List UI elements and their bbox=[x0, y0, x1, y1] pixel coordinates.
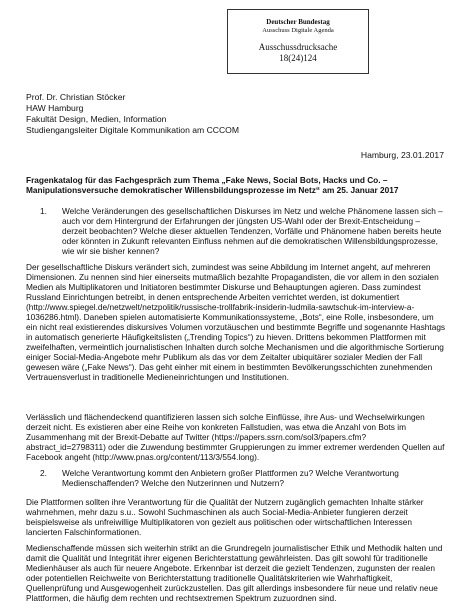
answer-paragraph-4: Medienschaffende müssen sich weiterhin strikt an die Grundregeln journalistischer Ethik und Methodik halten und damit die Qualität und Integrität ihrer eigenen Berichterstattung gewährleisten. Das gilt sowohl für traditionelle Medienhäuser als auch für neuere Angebote. Erkennbar ist derzeit die gezielt Tendenzen, zugunsten der realen oder potentiellen Reichweite von Berichterstattung traditionelle Qualitätskriterien wie Wahrhaftigkeit, Quellenprüfung und Ausgewogenheit zurückzustellen. Das gilt allerdings insbesondere für neue und relativ neue Plattformen, die häufig dem rechten und rechtsextremen Spektrum zuzuordnen sind. bbox=[26, 543, 443, 603]
stamp-line-1: Deutscher Bundestag bbox=[266, 18, 330, 26]
document-date: Hamburg, 23.01.2017 bbox=[360, 150, 444, 160]
document-title: Fragenkatalog für das Fachgespräch zum Thema „Fake News, Social Bots, Hacks und Co. – Manipulationsversuche demokratischer Willensbildungsprozesse im Netz“ am 25. Januar 2017 bbox=[26, 175, 399, 195]
sender-address bbox=[26, 92, 239, 136]
answer-paragraph-1: Der gesellschaftliche Diskurs verändert sich, zumindest was seine Abbildung im Internet angeht, auf mehreren Dimensionen. Zu nennen sind hier einerseits mutmaßlich bezahlte Propagandisten, die vor allem in den sozialen Medien als Multiplikatoren und Initiatoren bestimmter Diskurse und Behauptungen agieren. Dass zumindest Russland Einrichtungen betreibt, in denen entsprechende Arbeiten verrichtet werden, ist dokumentiert (http://www.spiegel.de/netzwelt/netzpolitik/russische-trollfabrik-insiderin-ludmila-sawtschuk-im-interview-a-1036286.html). Daneben spielen automatisierte Kommunikationssysteme, „Bots“, eine Rolle, insbesondere, um ein nicht real existierendes diskursives Volumen vorzutäuschen und bestimmte Begriffe und sogenannte Hashtags in automatisch generierte Häufigkeitslisten („Trending Topics“) zu hieven. Drittens bekommen Plattformen mit zweifelhaften, vermeintlich journalistischen Inhalten durch solche Mechanismen und die algorithmische Sortierung einiger Social-Media-Angebote mehr Publikum als das vor dem Zeitalter ubiquitärer sozialer Medien der Fall gewesen wäre („Fake News“). Das geht einher mit einem in bestimmten Bevölkerungsschichten zunehmenden Vertrauensverlust in traditionelle Medieneinrichtungen und Institutionen. bbox=[26, 262, 446, 382]
question-text: Welche Veränderungen des gesellschaftlichen Diskurses im Netz und welche Phänomene lassen sich – auch vor dem Hintergrund der Erfahrungen der jüngsten US-Wahl oder der Brexit-Entscheidung – derzeit beobachten? Welche dieser aktuellen Tendenzen, Vorfälle und Phänomene haben bereits heute oder könnten in Zukunft relevanten Einfluss nehmen auf die demokratischen Willensbildungsprozesse, wie wir sie bisher kennen? bbox=[62, 206, 443, 256]
question-1 bbox=[26, 206, 446, 256]
sender-faculty: Fakultät Design, Medien, Information bbox=[26, 114, 167, 124]
question-number: 1. bbox=[40, 206, 47, 216]
stamp-line-4: 18(24)124 bbox=[279, 53, 317, 63]
stamp-line-3: Ausschussdrucksache bbox=[258, 42, 338, 52]
answer-paragraph-2: Verlässlich und flächendeckend quantifizieren lassen sich solche Einflüsse, ihre Aus- und Wechselwirkungen derzeit nicht. Es existieren aber eine Reihe von konkreten Fallstudien, was etwa die Anzahl von Bots im Zusammenhang mit der Brexit-Debatte auf Twitter (https://papers.ssrn.com/sol3/papers.cfm?abstract_id=2798311) oder die Zuwendung bestimmter Gruppierungen zu immer extremer werdenden Quellen auf Facebook angeht (http://www.pnas.org/content/113/3/554.long). bbox=[26, 412, 445, 462]
document-stamp bbox=[227, 9, 369, 74]
question-text: Welche Verantwortung kommt den Anbietern großer Plattformen zu? Welche Verantwortung Medienschaffenden? Welche den Nutzerinnen und Nutzern? bbox=[62, 468, 399, 488]
sender-name: Prof. Dr. Christian Stöcker bbox=[26, 92, 126, 102]
question-number: 2. bbox=[40, 468, 47, 478]
stamp-line-2: Ausschuss Digitale Agenda bbox=[262, 27, 334, 34]
answer-paragraph-3: Die Plattformen sollten ihre Verantwortung für die Qualität der Nutzern zugänglich gemachten Inhalte stärker wahrnehmen, mehr dazu s.u.. Sowohl Suchmaschinen als auch Social-Media-Anbieter fungieren derzeit beispielsweise als unfreiwillige Multiplikatoren von gezielt aus politischen oder wirtschaftlichen Interessen lancierten Falschinformationen. bbox=[26, 497, 424, 537]
question-2 bbox=[26, 468, 446, 488]
sender-org: HAW Hamburg bbox=[26, 103, 84, 113]
sender-role: Studiengangsleiter Digitale Kommunikation am CCCOM bbox=[26, 125, 240, 135]
